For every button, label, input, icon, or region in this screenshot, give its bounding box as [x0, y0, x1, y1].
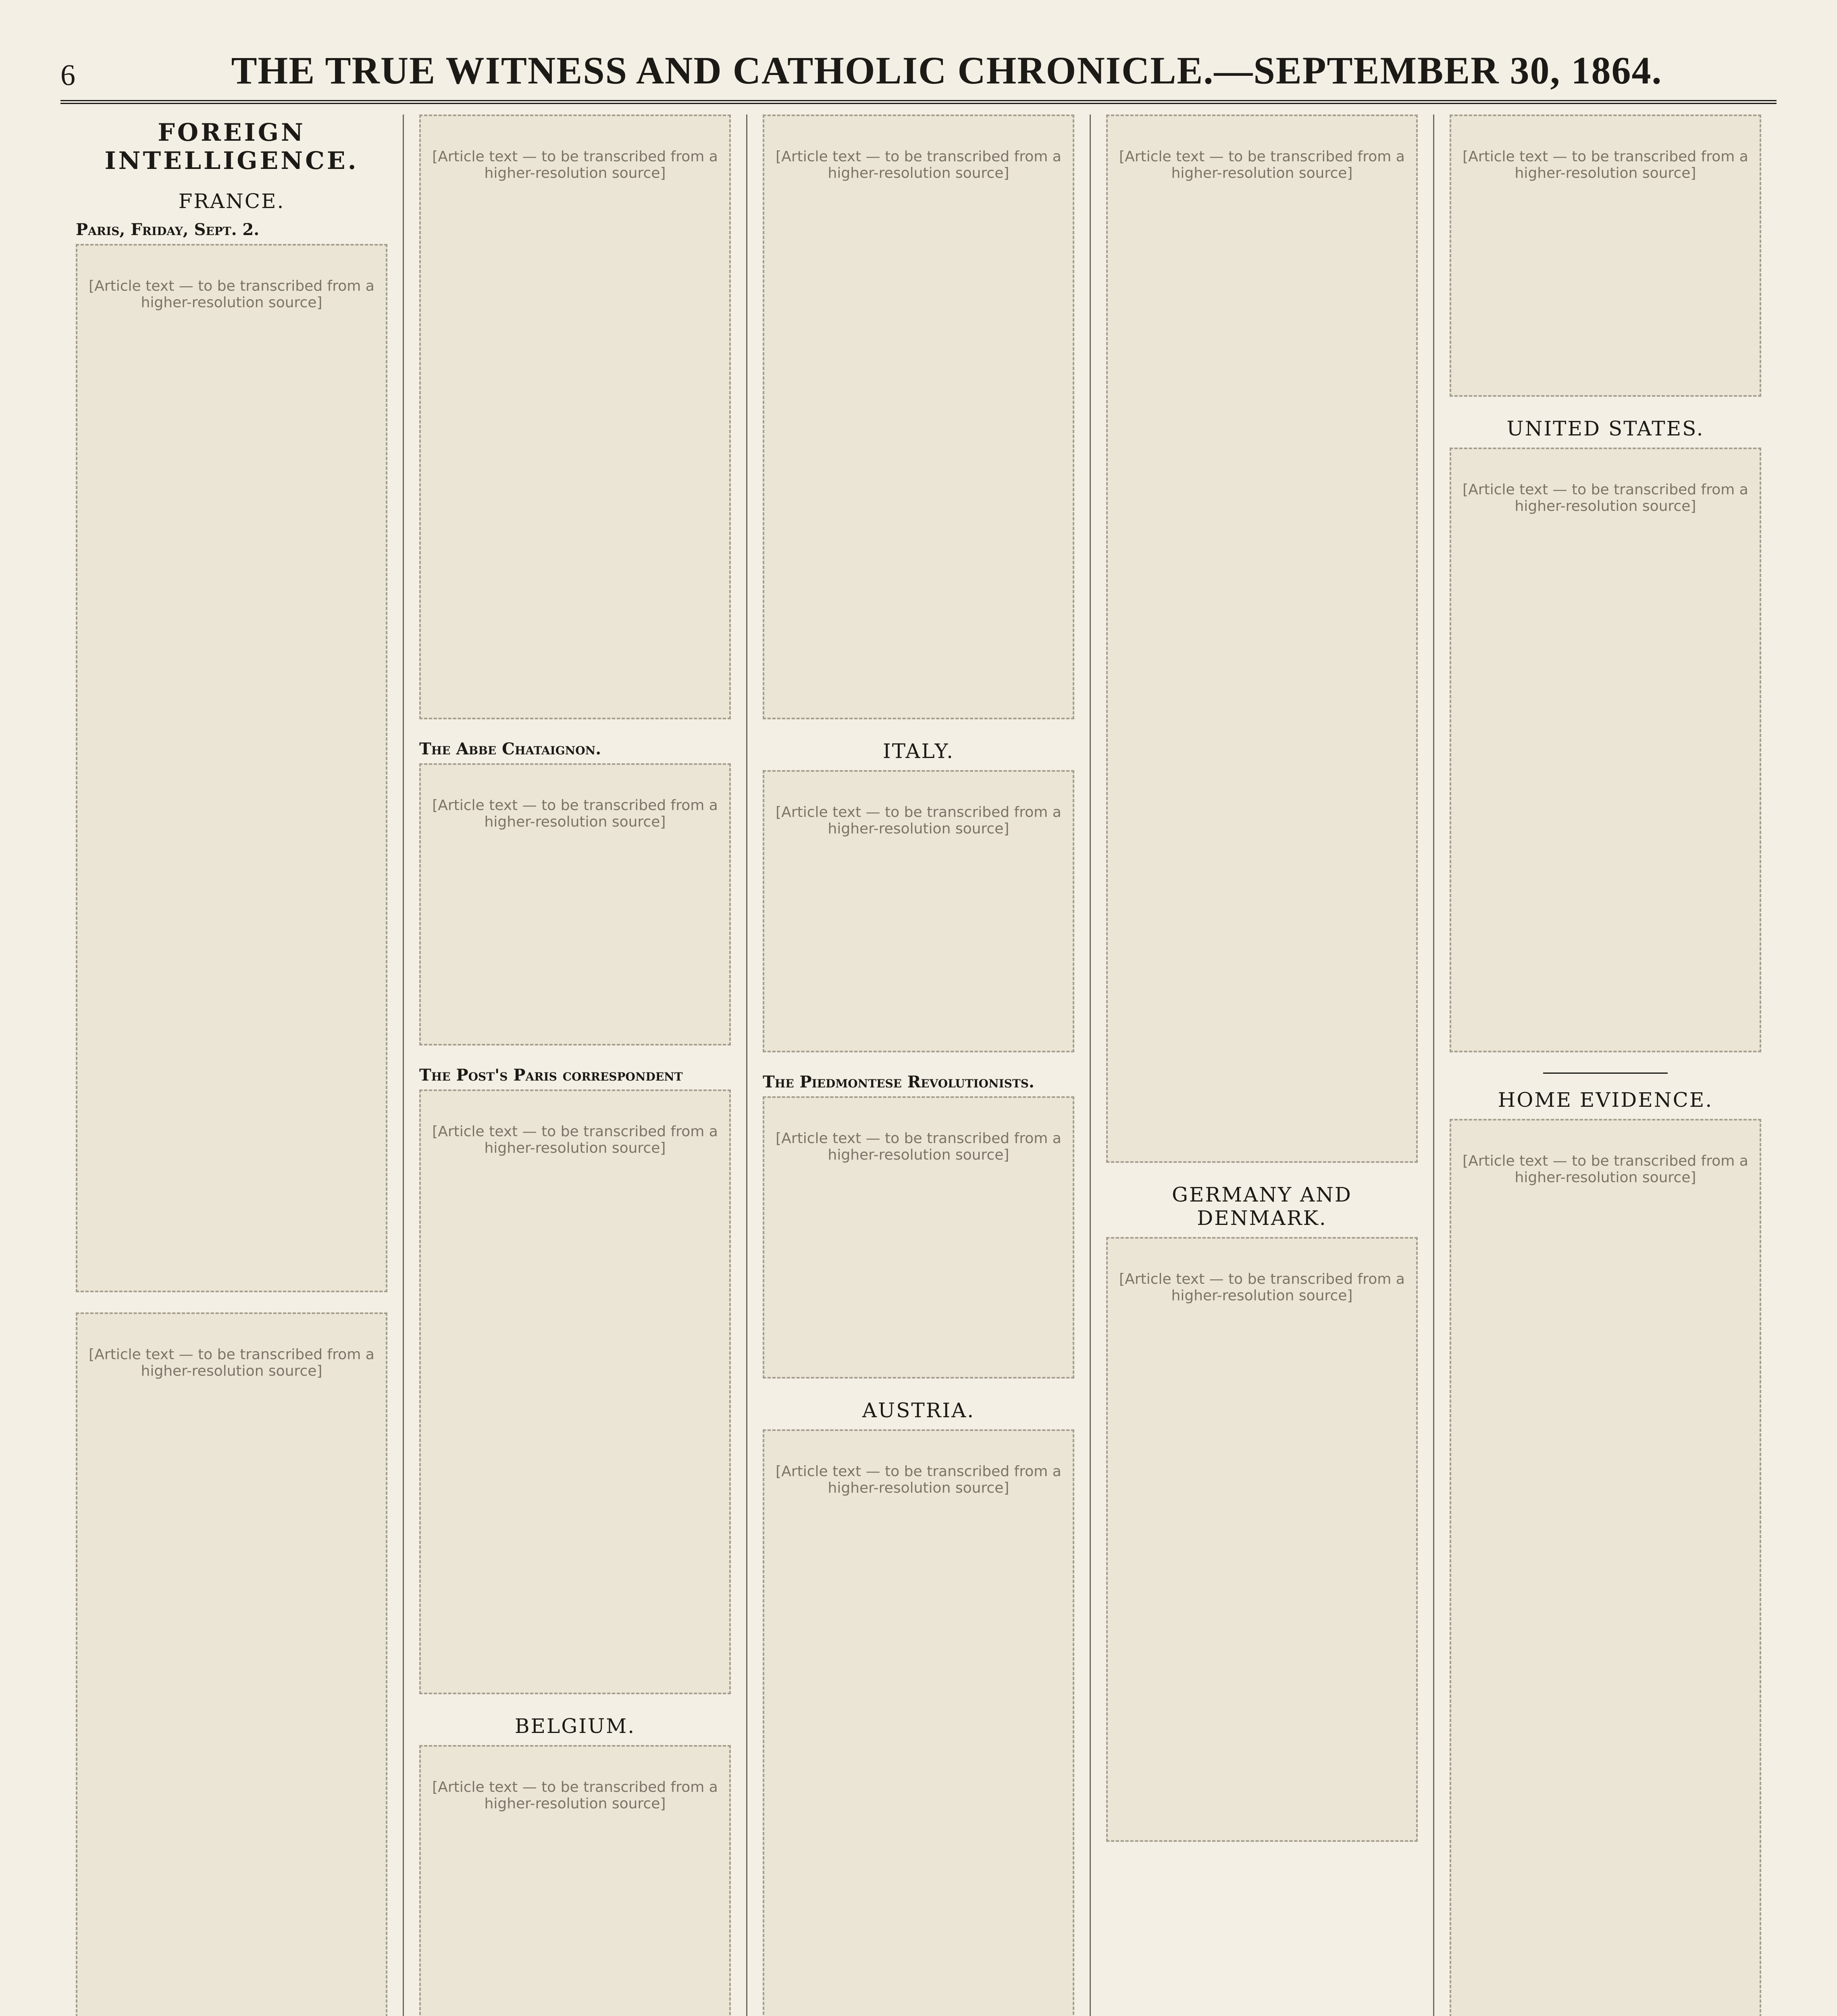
article-piedmontese — [763, 1073, 1074, 1379]
article-body-placeholder: [Article text — to be transcribed from a higher-resolution source] — [76, 1312, 387, 2016]
article-germany-denmark — [1106, 1237, 1418, 1842]
sub-heading-italy: ITALY. — [883, 739, 954, 763]
article-body-placeholder: [Article text — to be transcribed from a higher-resolution source] — [419, 1745, 731, 2016]
article-body-placeholder: [Article text — to be transcribed from a higher-resolution source] — [1450, 448, 1761, 1052]
sub-heading-home-evidence: HOME EVIDENCE. — [1498, 1088, 1713, 1112]
page-number: 6 — [60, 59, 75, 92]
article-france — [76, 220, 387, 1292]
article-continued — [763, 115, 1074, 719]
article-continued — [419, 115, 731, 719]
sub-heading-belgium: BELGIUM. — [514, 1714, 636, 1738]
sub-heading-austria: AUSTRIA. — [862, 1399, 975, 1422]
section-heading: FOREIGN INTELLIGENCE. — [104, 119, 359, 175]
article-belgium — [419, 1745, 731, 2016]
article-body-placeholder: [Article text — to be transcribed from a higher-resolution source] — [76, 244, 387, 1292]
article-lede: Paris, Friday, Sept. 2. — [76, 220, 260, 239]
columns — [60, 115, 1777, 2016]
article-body-placeholder: [Article text — to be transcribed from a higher-resolution source] — [763, 1429, 1074, 2016]
sub-heading-germany-denmark: GERMANY AND DENMARK. — [1172, 1183, 1352, 1230]
column-4 — [1091, 115, 1434, 2016]
article-lede: The Piedmontese Revolutionists. — [763, 1073, 1034, 1091]
article-body-placeholder: [Article text — to be transcribed from a higher-resolution source] — [1450, 1119, 1761, 2016]
article-continued — [76, 1312, 387, 2016]
masthead — [60, 44, 1777, 104]
article-chataignon — [419, 739, 731, 1045]
sub-heading-united-states: UNITED STATES. — [1506, 417, 1704, 440]
article-united-states — [1450, 448, 1761, 1052]
article-paris-correspondent — [419, 1066, 731, 1694]
article-body-placeholder: [Article text — to be transcribed from a higher-resolution source] — [419, 763, 731, 1045]
column-1 — [60, 115, 404, 2016]
article-body-placeholder: [Article text — to be transcribed from a higher-resolution source] — [1106, 115, 1418, 1163]
article-body-placeholder: [Article text — to be transcribed from a higher-resolution source] — [763, 770, 1074, 1052]
column-2 — [404, 115, 747, 2016]
article-body-placeholder: [Article text — to be transcribed from a higher-resolution source] — [1106, 1237, 1418, 1842]
article-continued — [1450, 115, 1761, 397]
column-5 — [1434, 115, 1777, 2016]
advertisements — [1450, 1119, 1761, 2016]
divider — [1543, 1073, 1668, 1074]
article-continued — [1106, 115, 1418, 1163]
article-body-placeholder: [Article text — to be transcribed from a higher-resolution source] — [1450, 115, 1761, 397]
article-body-placeholder: [Article text — to be transcribed from a higher-resolution source] — [763, 115, 1074, 719]
column-3 — [747, 115, 1091, 2016]
newspaper-title: THE TRUE WITNESS AND CATHOLIC CHRONICLE.—SEPTEMBER 30, 1864. — [231, 49, 1662, 92]
article-body-placeholder: [Article text — to be transcribed from a higher-resolution source] — [419, 1089, 731, 1694]
article-body-placeholder: [Article text — to be transcribed from a higher-resolution source] — [419, 115, 731, 719]
article-austria — [763, 1429, 1074, 2016]
article-lede: The Abbe Chataignon. — [419, 739, 601, 758]
article-body-placeholder: [Article text — to be transcribed from a higher-resolution source] — [763, 1096, 1074, 1379]
article-italy — [763, 770, 1074, 1052]
article-lede: The Post's Paris correspondent — [419, 1066, 683, 1085]
sub-heading-france: FRANCE. — [178, 190, 285, 213]
